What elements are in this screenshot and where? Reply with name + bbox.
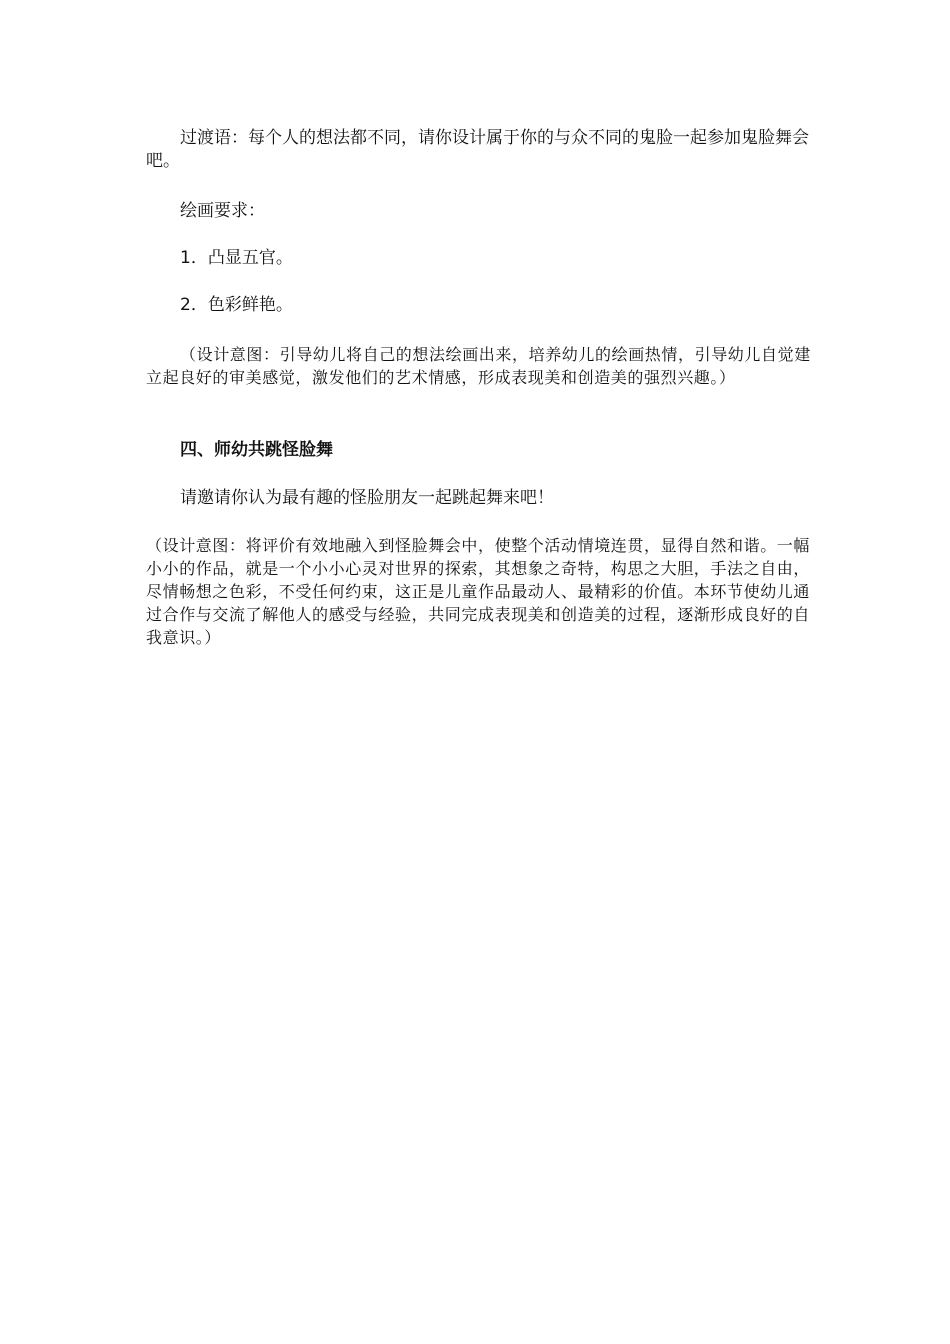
section-heading: 四、师幼共跳怪脸舞: [180, 440, 333, 460]
design-intent-paragraph-1: （设计意图：引导幼儿将自己的想法绘画出来，培养幼儿的绘画热情，引导幼儿自觉建立起良好的审美感觉，激发他们的艺术情感，形成表现美和创造美的强烈兴趣。）: [146, 345, 811, 387]
requirement-item-1: 1．凸显五官。: [180, 248, 293, 268]
invitation-paragraph: 请邀请你认为最有趣的怪脸朋友一起跳起舞来吧！: [180, 488, 554, 508]
transition-paragraph: 过渡语：每个人的想法都不同，请你设计属于你的与众不同的鬼脸一起参加鬼脸舞会吧。: [146, 128, 809, 171]
requirement-item-2: 2．色彩鲜艳。: [180, 295, 293, 315]
drawing-requirements-label: 绘画要求：: [180, 201, 265, 221]
design-intent-paragraph-2: （设计意图：将评价有效地融入到怪脸舞会中，使整个活动情境连贯，显得自然和谐。一幅小小的作品，就是一个小小心灵对世界的探索，其想象之奇特，构思之大胆，手法之自由，尽情畅想之色彩，不受任何约束，这正是儿童作品最动人、最精彩的价值。本环节使幼儿通过合作与交流了解他人的感受与经验，共同完成表现美和创造美的过程，逐渐形成良好的自我意识。）: [146, 536, 811, 647]
